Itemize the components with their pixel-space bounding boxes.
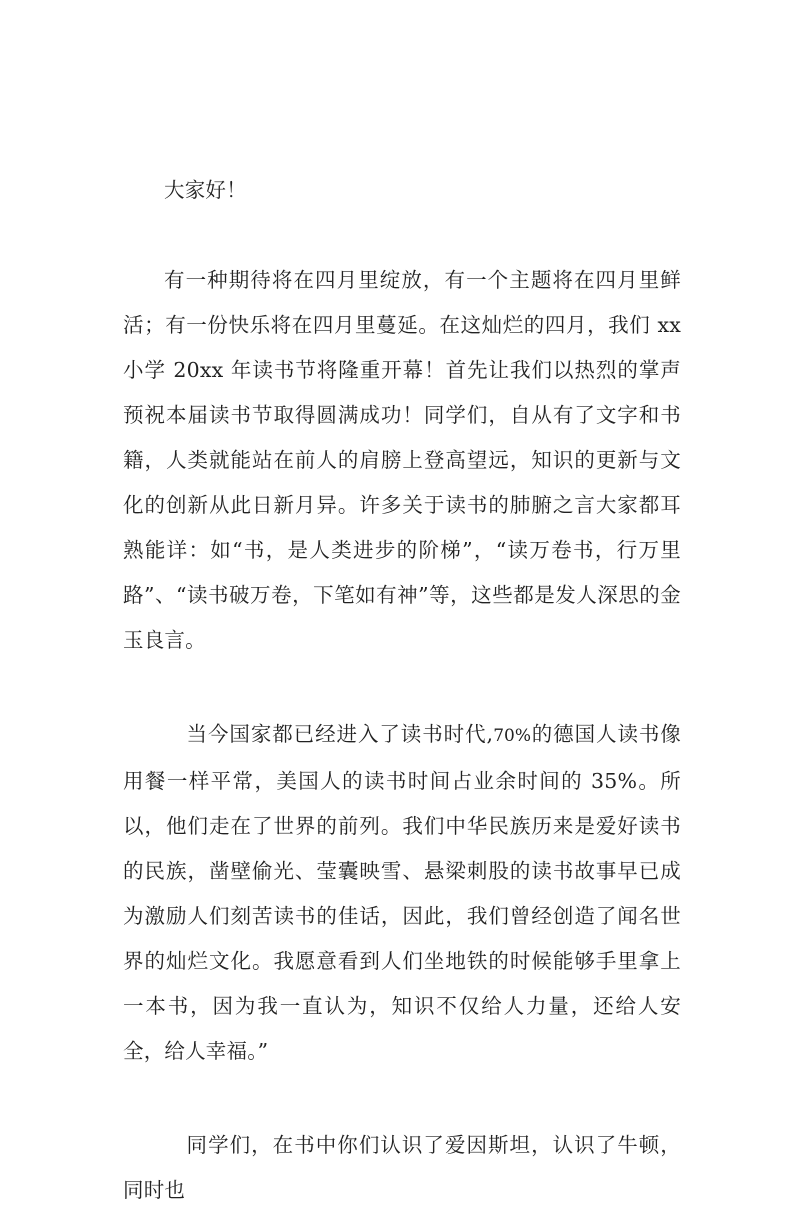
statistic-usa-percent: 35% [591,769,638,793]
paragraph-spacer [123,213,681,258]
paragraph-spacer [123,663,681,712]
document-text-body [123,168,681,1213]
paragraph-closing-students: 同学们，在书中你们认识了爱因斯坦，认识了牛顿，同时也 [123,1133,681,1202]
stat-text-lead: 当今国家都已经进入了读书时代, [186,722,494,746]
paragraph-reading-statistics [123,712,681,1074]
stat-text-tail: 。所以，他们走在了世界的前列。我们中华民族历来是爱好读书的民族，凿壁偷光、莹囊映雪、悬梁刺股的读书故事早已成为激励人们刻苦读书的佳话，因此，我们曾经创造了闻名世界的灿烂文化。我愿意看到人们坐地铁的时候能够手里拿上一本书，因为我一直认为，知识不仅给人力量，还给人安全，给人幸福。” [123,769,681,1063]
paragraph-spacer [123,1074,681,1123]
paragraph-greeting: 大家好！ [164,178,247,202]
stat-text-middle: 的德国人读书像用餐一样平常，美国人的读书时间占业余时间的 [123,722,681,793]
paragraph-opening-reading-festival: 有一种期待将在四月里绽放，有一个主题将在四月里鲜活；有一份快乐将在四月里蔓延。在这灿烂的四月，我们 xx 小学 20xx 年读书节将隆重开幕！首先让我们以热烈的掌声预祝本届读书节取得圆满成功！同学们，自从有了文字和书籍，人类就能站在前人的肩膀上登高望远，知识的更新与文化的创新从此日新月异。许多关于读书的肺腑之言大家都耳熟能详：如“书，是人类进步的阶梯”，“读万卷书，行万里路”、“读书破万卷，下笔如有神”等，这些都是发人深思的金玉良言。 [123,268,681,652]
statistic-germany-percent: 70% [493,726,532,746]
